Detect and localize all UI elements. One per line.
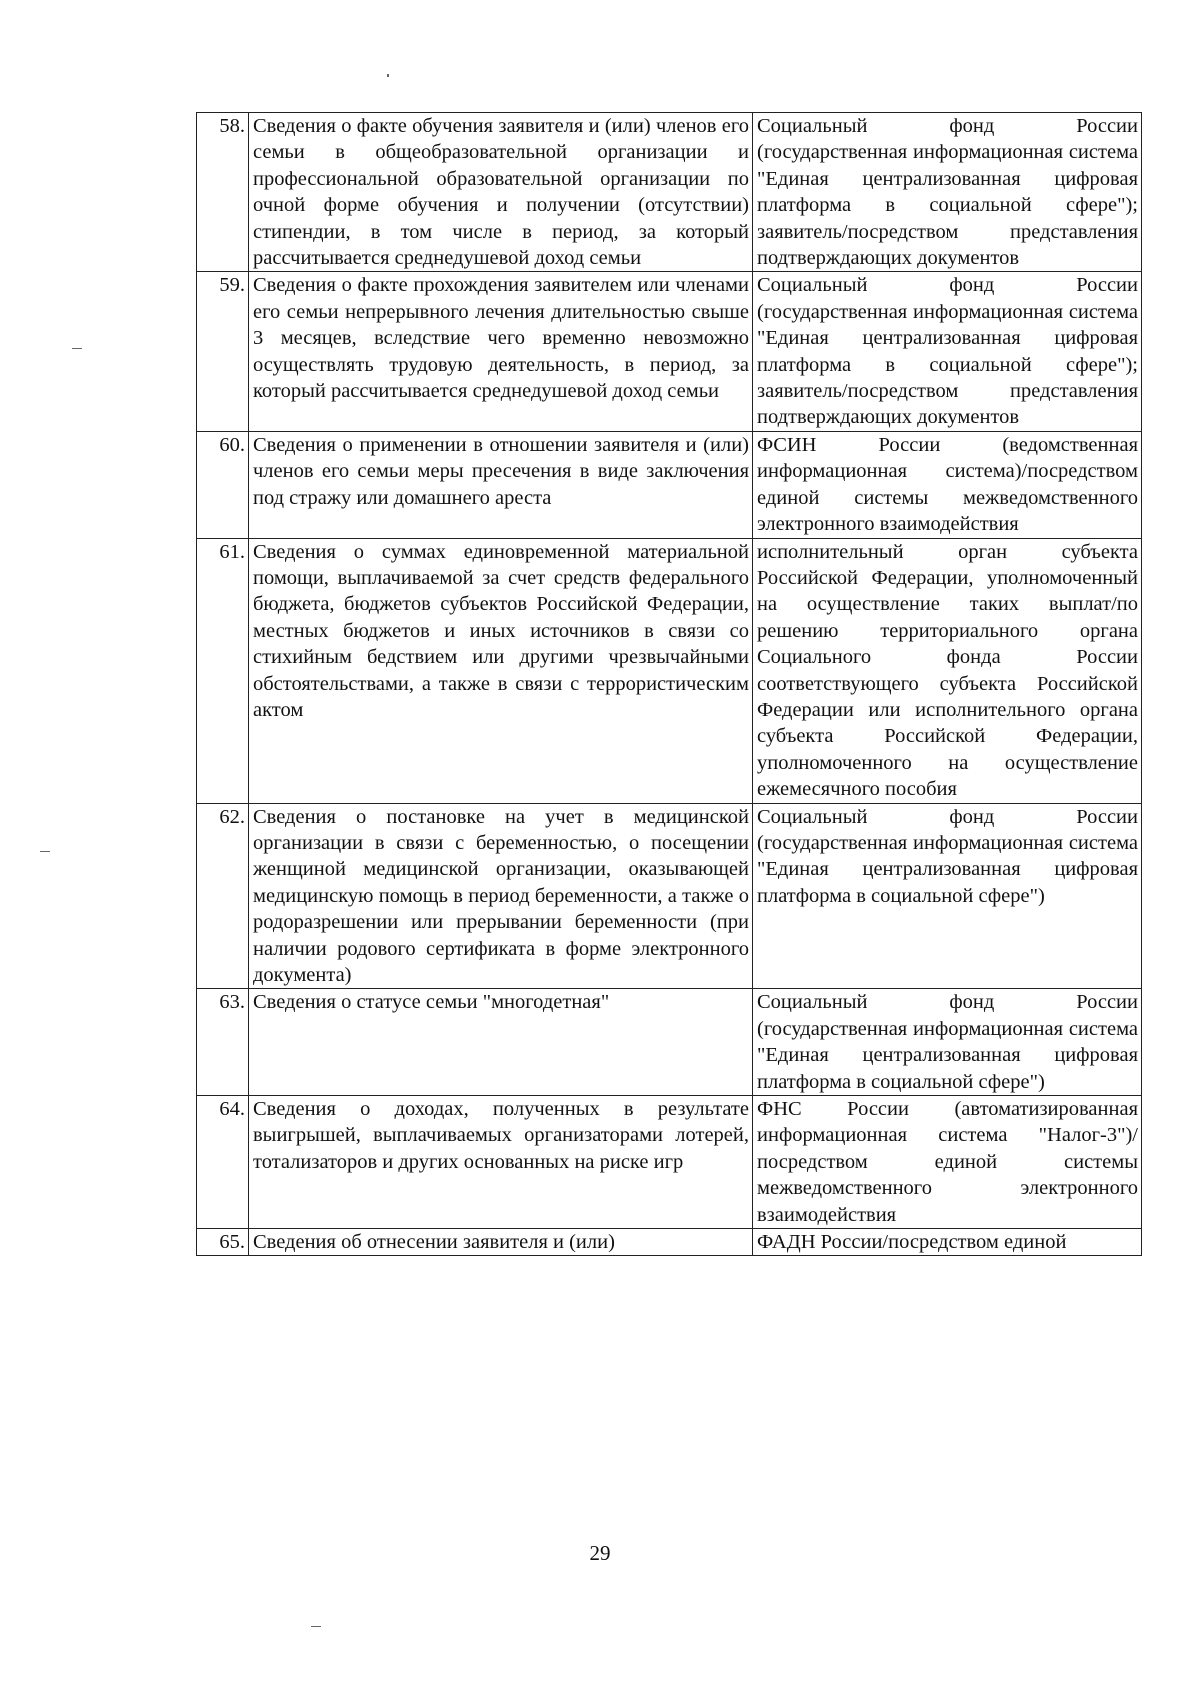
table-row [197, 538, 1142, 803]
table-row [197, 803, 1142, 989]
row-number: 61. [197, 538, 249, 803]
scan-speck [311, 1626, 321, 1627]
scan-speck [387, 74, 389, 77]
row-description: Сведения о факте прохождения заявителем или членами его семьи непрерывного лечения длительностью свыше 3 месяцев, вследствие чего временно невозможно осуществлять трудовую деятельность, в период, за который рассчитывается среднедушевой доход семьи [249, 272, 753, 431]
scan-speck [72, 348, 82, 349]
page-number: 29 [589, 1541, 611, 1565]
row-description: Сведения о факте обучения заявителя и (или) членов его семьи в общеобразовательной организации и профессиональной образовательной организации по очной форме обучения и получении (отсутствии) стипендии, в том числе в период, за который рассчитывается среднедушевой доход семьи [249, 113, 753, 272]
row-number: 64. [197, 1096, 249, 1229]
row-description: Сведения о статусе семьи "многодетная" [249, 989, 753, 1096]
row-description: Сведения о постановке на учет в медицинской организации в связи с беременностью, о посещении женщиной медицинской организации, оказывающей медицинскую помощь в период беременности, а также о родоразрешении или прерывании беременности (при наличии родового сертификата в форме электронного документа) [249, 803, 753, 989]
table-row [197, 989, 1142, 1096]
row-description: Сведения о суммах единовременной материальной помощи, выплачиваемой за счет средств федерального бюджета, бюджетов субъектов Российской Федерации, местных бюджетов и иных источников в связи со стихийным бедствием или другими чрезвычайными обстоятельствами, а также в связи с террористическим актом [249, 538, 753, 803]
row-number: 62. [197, 803, 249, 989]
row-number: 58. [197, 113, 249, 272]
row-source: ФСИН России (ведомственная информационная система)/посредством единой системы межведомственного электронного взаимодействия [753, 431, 1142, 538]
row-number: 59. [197, 272, 249, 431]
row-source: исполнительный орган субъекта Российской Федерации, уполномоченный на осуществление таких выплат/по решению территориального органа Социального фонда России соответствующего субъекта Российской Федерации или исполнительного органа субъекта Российской Федерации, уполномоченного на осуществление ежемесячного пособия [753, 538, 1142, 803]
row-source: Социальный фонд России (государственная информационная система "Единая централизованная цифровая платформа в социальной сфере") [753, 803, 1142, 989]
table-row [197, 1096, 1142, 1229]
row-description: Сведения о доходах, полученных в результате выигрышей, выплачиваемых организаторами лотерей, тотализаторов и других основанных на риске игр [249, 1096, 753, 1229]
row-description: Сведения об отнесении заявителя и (или) [249, 1229, 753, 1256]
row-number: 60. [197, 431, 249, 538]
row-source: Социальный фонд России (государственная информационная система "Единая централизованная цифровая платформа в социальной сфере"); заявитель/посредством представления подтверждающих документов [753, 272, 1142, 431]
row-description: Сведения о применении в отношении заявителя и (или) членов его семьи меры пресечения в виде заключения под стражу или домашнего ареста [249, 431, 753, 538]
table-row [197, 431, 1142, 538]
data-sources-table [196, 112, 1142, 1256]
row-source: Социальный фонд России (государственная информационная система "Единая централизованная цифровая платформа в социальной сфере"); заявитель/посредством представления подтверждающих документов [753, 113, 1142, 272]
table-row [197, 113, 1142, 272]
row-number: 65. [197, 1229, 249, 1256]
scan-speck [40, 851, 50, 852]
table-row [197, 1229, 1142, 1256]
row-number: 63. [197, 989, 249, 1096]
row-source: ФНС России (автоматизированная информационная система "Налог-3")/посредством единой системы межведомственного электронного взаимодействия [753, 1096, 1142, 1229]
row-source: ФАДН России/посредством единой [753, 1229, 1142, 1256]
row-source: Социальный фонд России (государственная информационная система "Единая централизованная цифровая платформа в социальной сфере") [753, 989, 1142, 1096]
table-row [197, 272, 1142, 431]
